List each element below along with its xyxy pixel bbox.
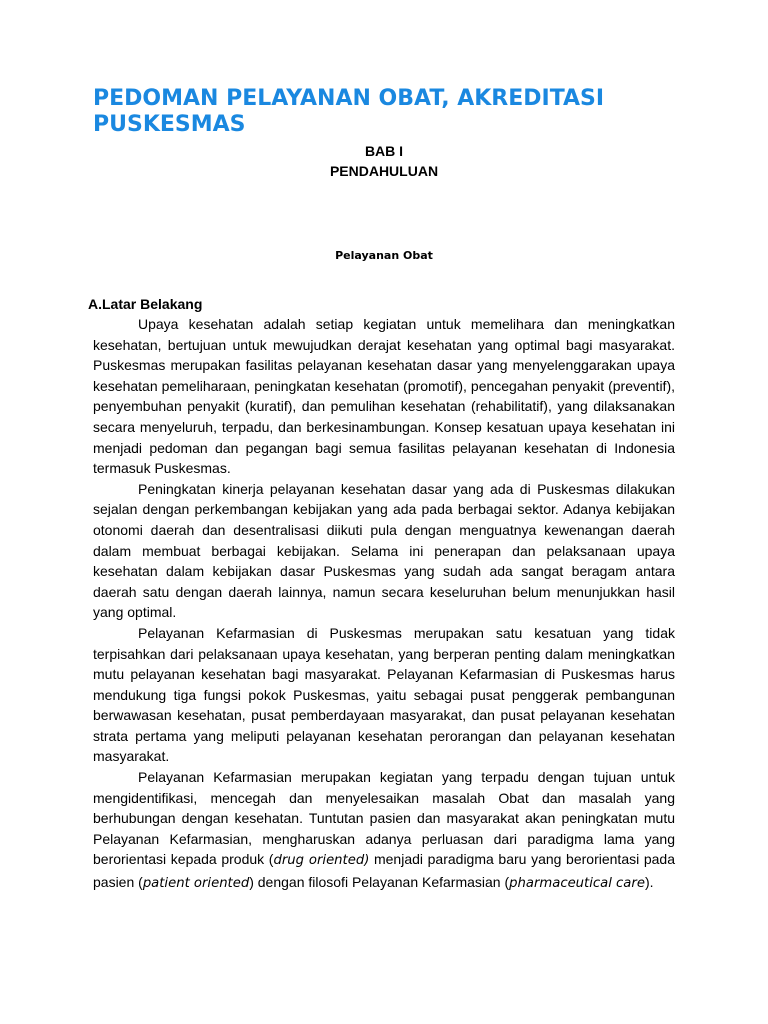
document-subtitle: Pelayanan Obat xyxy=(335,249,433,262)
paragraph-text: menjadi paradigma baru yang berorientasi pada pasien ( xyxy=(93,851,675,891)
paragraph-text: ) dengan filosofi Pelayanan Kefarmasian ( xyxy=(249,874,510,891)
document-title: PEDOMAN PELAYANAN OBAT, AKREDITASI PUSKESMAS xyxy=(93,86,605,137)
paragraph-text: Pelayanan Kefarmasian merupakan kegiatan yang terpadu dengan tujuan untuk mengidentifikasi, mencegah dan menyelesaikan masalah Obat dan masalah yang berhubungan dengan kesehatan. Tuntutan pasien dan masyarakat akan peningkatan mutu Pelayanan Kefarmasian, mengharuskan adanya perluasan dari paradigma lama yang berorientasi kepada produk ( xyxy=(93,769,675,868)
section-heading: A.Latar Belakang xyxy=(88,296,203,312)
italic-term: drug oriented) xyxy=(273,853,370,869)
paragraph: Upaya kesehatan adalah setiap kegiatan untuk memelihara dan meningkatkan kesehatan, bertujuan untuk mewujudkan derajat kesehatan yang optimal bagi masyarakat. Puskesmas merupakan fasilitas pelayanan kesehatan dasar yang menyelenggarakan upaya kesehatan pemeliharaan, peningkatan kesehatan (promotif), pencegahan penyakit (preventif), penyembuhan penyakit (kuratif), dan pemulihan kesehatan (rehabilitatif), yang dilaksanakan secara menyeluruh, terpadu, dan berkesinambungan. Konsep kesatuan upaya kesehatan ini menjadi pedoman dan pegangan bagi semua fasilitas pelayanan kesehatan di Indonesia termasuk Puskesmas. xyxy=(93,316,675,477)
chapter-name: PENDAHULUAN xyxy=(329,163,439,179)
paragraph: Peningkatan kinerja pelayanan kesehatan dasar yang ada di Puskesmas dilakukan sejalan dengan perkembangan kebijakan yang ada pada berbagai sektor. Adanya kebijakan otonomi daerah dan desentralisasi diikuti pula dengan menguatnya kewenangan daerah dalam membuat berbagai kebijakan. Selama ini penerapan dan pelaksanaan upaya kesehatan dalam kebijakan dasar Puskesmas yang sudah ada sangat beragam antara daerah satu dengan daerah lainnya, namun secara keseluruhan belum menunjukkan hasil yang optimal. xyxy=(93,480,675,621)
italic-term: patient oriented xyxy=(142,876,250,892)
italic-term: pharmaceutical care xyxy=(509,876,645,892)
chapter-number: BAB I xyxy=(364,143,404,159)
paragraph xyxy=(93,767,675,895)
paragraph-text: ). xyxy=(644,874,654,891)
body-text xyxy=(93,314,675,895)
paragraph: Pelayanan Kefarmasian di Puskesmas merupakan satu kesatuan yang tidak terpisahkan dari pelaksanaan upaya kesehatan, yang berperan penting dalam meningkatkan mutu pelayanan kesehatan bagi masyarakat. Pelayanan Kefarmasian di Puskesmas harus mendukung tiga fungsi pokok Puskesmas, yaitu sebagai pusat penggerak pembangunan berwawasan kesehatan, pusat pemberdayaan masyarakat, dan pusat pelayanan kesehatan strata pertama yang meliputi pelayanan kesehatan perorangan dan pelayanan kesehatan masyarakat. xyxy=(93,624,675,765)
